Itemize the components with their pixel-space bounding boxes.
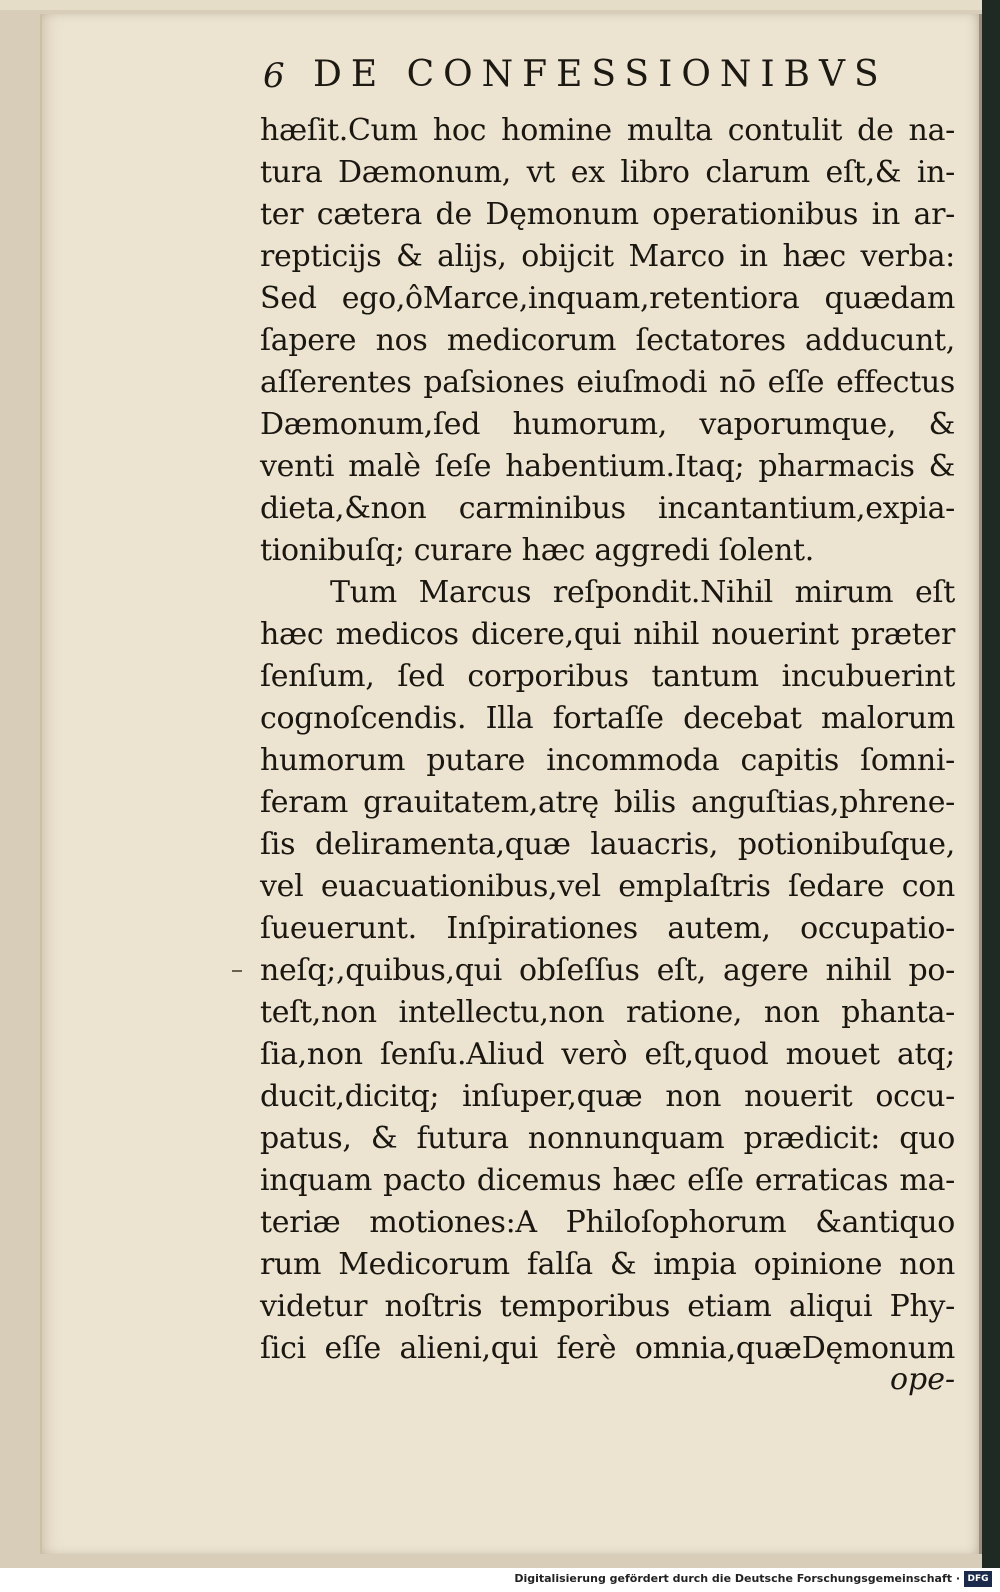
dfg-logo-icon: DFG bbox=[964, 1571, 992, 1587]
text-line: teriæ motiones:A Philoſophorum &antiquo bbox=[260, 1205, 955, 1240]
text-line: ſis deliramenta,quæ lauacris, potionibuſque, bbox=[260, 827, 955, 862]
text-line: repticijs & alijs, obijcit Marco in hæc verba: bbox=[260, 239, 955, 274]
text-line: ſapere nos medicorum ſectatores adducunt, bbox=[260, 323, 955, 358]
text-line: tura Dæmonum, vt ex libro clarum eſt,& in- bbox=[260, 155, 955, 190]
funding-credit: Digitalisierung gefördert durch die Deutsche Forschungsgemeinschaft · bbox=[514, 1572, 960, 1585]
scan-background-top bbox=[0, 0, 1000, 10]
text-line: Sed ego,ôMarce,inquam,retentiora quædam bbox=[260, 281, 955, 316]
text-line: neſq;,quibus,qui obſeſſus eſt, agere nihil po- bbox=[260, 953, 955, 988]
text-line: inquam pacto dicemus hæc eſſe erraticas ma- bbox=[260, 1163, 955, 1198]
page-number: 6 bbox=[263, 56, 285, 96]
text-line: ducit,dicitq; inſuper,quæ non nouerit occu- bbox=[260, 1079, 955, 1114]
text-line: hæſit.Cum hoc homine multa contulit de na- bbox=[260, 113, 955, 148]
text-line: ſici eſſe alieni,qui ferè omnia,quæDęmonum bbox=[260, 1331, 955, 1366]
text-line: Tum Marcus reſpondit.Nihil mirum eſt bbox=[330, 575, 955, 610]
text-line: humorum putare incommoda capitis ſomni- bbox=[260, 743, 955, 778]
running-title: DE CONFESSIONIBVS bbox=[313, 54, 888, 95]
text-line: hæc medicos dicere,qui nihil nouerint præter bbox=[260, 617, 955, 652]
text-line: ſueuerunt. Inſpirationes autem, occupatio- bbox=[260, 911, 955, 946]
text-line: dieta,&non carminibus incantantium,expia- bbox=[260, 491, 955, 526]
scan-background-right bbox=[982, 0, 1000, 1568]
text-line: tionibuſq; curare hæc aggredi ſolent. bbox=[260, 533, 814, 568]
text-line: feram grauitatem,atrę bilis anguſtias,phrene- bbox=[260, 785, 955, 820]
text-line: teſt,non intellectu,non ratione, non phanta- bbox=[260, 995, 955, 1030]
text-line: cognoſcendis. Illa fortaſſe decebat malorum bbox=[260, 701, 955, 736]
body-text bbox=[260, 110, 955, 1370]
text-line: videtur noſtris temporibus etiam aliqui Phy- bbox=[260, 1289, 955, 1324]
catchword: ope- bbox=[890, 1362, 956, 1397]
text-line: patus, & futura nonnunquam prædicit: quo bbox=[260, 1121, 955, 1156]
margin-mark bbox=[232, 970, 242, 972]
text-line: rum Medicorum falſa & impia opinione non bbox=[260, 1247, 955, 1282]
text-line: ſenſum, ſed corporibus tantum incubuerint bbox=[260, 659, 955, 694]
text-line: ter cætera de Dęmonum operationibus in ar- bbox=[260, 197, 955, 232]
text-line: Dæmonum,ſed humorum, vaporumque, & bbox=[260, 407, 955, 442]
text-line: aſſerentes paſsiones eiuſmodi nō eſſe effectus bbox=[260, 365, 955, 400]
text-line: vel euacuationibus,vel emplaſtris ſedare con bbox=[260, 869, 955, 904]
text-line: ſia,non ſenſu.Aliud verò eſt,quod mouet atq; bbox=[260, 1037, 955, 1072]
text-line: venti malè ſeſe habentium.Itaq; pharmacis & bbox=[260, 449, 955, 484]
digitization-footer bbox=[0, 1568, 1000, 1592]
page-header bbox=[218, 50, 958, 100]
